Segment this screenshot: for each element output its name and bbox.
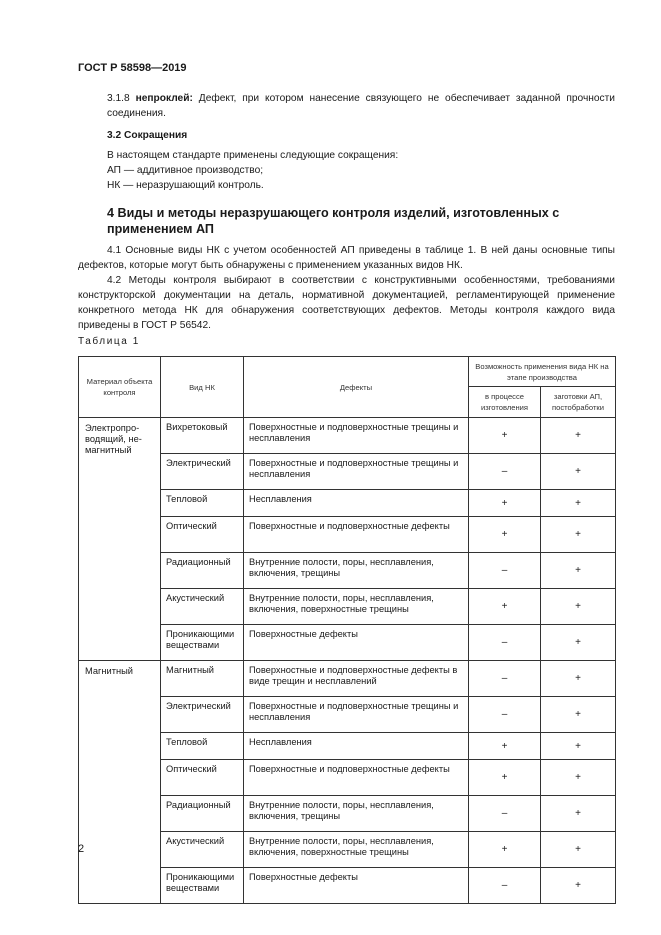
defects-cell: Несплавления: [244, 733, 469, 760]
during-cell: –: [469, 553, 541, 589]
blanks-cell: +: [541, 625, 616, 661]
blanks-cell: +: [541, 418, 616, 454]
header-material: Материал объекта контроля: [79, 357, 161, 418]
abbreviation-item: НК — неразрушающий контроль.: [107, 180, 264, 191]
defects-cell: Поверхностные и подповерхностные трещины и несплавления: [244, 454, 469, 490]
during-cell: +: [469, 760, 541, 796]
section-4-title: 4 Виды и методы неразрушающего контроля изделий, изготовленных с применением АП: [107, 206, 560, 236]
type-cell: Проникающими веществами: [161, 625, 244, 661]
during-cell: –: [469, 796, 541, 832]
during-cell: –: [469, 697, 541, 733]
during-cell: +: [469, 418, 541, 454]
clause-number: 3.1.8: [107, 93, 130, 104]
defects-cell: Поверхностные дефекты: [244, 868, 469, 904]
blanks-cell: +: [541, 796, 616, 832]
table-caption: Таблица 1: [78, 336, 140, 347]
type-cell: Оптический: [161, 517, 244, 553]
clause-3-1-8: [107, 91, 615, 121]
defects-cell: Поверхностные и подповерхностные дефекты: [244, 517, 469, 553]
type-cell: Акустический: [161, 832, 244, 868]
defects-cell: Поверхностные и подповерхностные трещины и несплавления: [244, 418, 469, 454]
defects-cell: Внутренние полости, поры, несплавления, включения, трещины: [244, 553, 469, 589]
blanks-cell: +: [541, 517, 616, 553]
type-cell: Электрический: [161, 697, 244, 733]
header-type: Вид НК: [161, 357, 244, 418]
type-cell: Радиационный: [161, 553, 244, 589]
type-cell: Акустический: [161, 589, 244, 625]
defects-cell: Поверхностные дефекты: [244, 625, 469, 661]
defects-cell: Несплавления: [244, 490, 469, 517]
during-cell: +: [469, 589, 541, 625]
blanks-cell: +: [541, 832, 616, 868]
clause-definition: Дефект, при котором нанесение связующего не обеспечивает заданной прочности соединения.: [107, 93, 615, 119]
table-row: [79, 661, 616, 697]
blanks-cell: +: [541, 661, 616, 697]
document-header: ГОСТ Р 58598—2019: [78, 62, 187, 74]
clause-term: непроклей:: [135, 93, 193, 104]
defects-cell: Внутренние полости, поры, несплавления, включения, трещины: [244, 796, 469, 832]
blanks-cell: +: [541, 553, 616, 589]
defects-cell: Поверхностные и подповерхностные трещины и несплавления: [244, 697, 469, 733]
during-cell: –: [469, 868, 541, 904]
header-blanks: заготовки АП, постобработки: [541, 387, 616, 418]
section-3-2-title: 3.2 Сокращения: [107, 130, 188, 141]
during-cell: –: [469, 661, 541, 697]
page-number: 2: [78, 843, 85, 855]
material-cell: Электропро-водящий, не-магнитный: [79, 418, 161, 661]
defects-table: [78, 356, 616, 904]
during-cell: –: [469, 454, 541, 490]
type-cell: Магнитный: [161, 661, 244, 697]
defects-cell: Внутренние полости, поры, несплавления, включения, поверхностные трещины: [244, 589, 469, 625]
header-during: в процессе изготовления: [469, 387, 541, 418]
type-cell: Тепловой: [161, 490, 244, 517]
type-cell: Вихретоковый: [161, 418, 244, 454]
type-cell: Проникающими веществами: [161, 868, 244, 904]
during-cell: +: [469, 832, 541, 868]
defects-cell: Поверхностные и подповерхностные дефекты: [244, 760, 469, 796]
header-applicability: Возможность применения вида НК на этапе производства: [469, 357, 616, 387]
type-cell: Оптический: [161, 760, 244, 796]
defects-cell: Поверхностные и подповерхностные дефекты в виде трещин и несплавлений: [244, 661, 469, 697]
blanks-cell: +: [541, 490, 616, 517]
blanks-cell: +: [541, 589, 616, 625]
type-cell: Радиационный: [161, 796, 244, 832]
during-cell: +: [469, 517, 541, 553]
blanks-cell: +: [541, 733, 616, 760]
during-cell: +: [469, 490, 541, 517]
header-defects: Дефекты: [244, 357, 469, 418]
blanks-cell: +: [541, 454, 616, 490]
section-3-2-intro: В настоящем стандарте применены следующие сокращения:: [107, 150, 399, 161]
material-cell: Магнитный: [79, 661, 161, 904]
type-cell: Электрический: [161, 454, 244, 490]
during-cell: –: [469, 625, 541, 661]
paragraph-4-2: 4.2 Методы контроля выбирают в соответствии с конструктивными особенностями, требованиями конструкторской документации на деталь, нормативной документацией, регламентирующей применение конкретного метода НК для обнаружения соответствующих дефектов. Методы контроля каждого вида приведены в ГОСТ Р 56542.: [78, 275, 615, 331]
paragraph-4-1: 4.1 Основные виды НК с учетом особенностей АП приведены в таблице 1. В ней даны основные типы дефектов, которые могут быть обнаружены с применением указанных видов НК.: [78, 245, 615, 271]
abbreviation-item: АП — аддитивное производство;: [107, 165, 264, 176]
table-row: [79, 418, 616, 454]
blanks-cell: +: [541, 760, 616, 796]
blanks-cell: +: [541, 697, 616, 733]
blanks-cell: +: [541, 868, 616, 904]
defects-cell: Внутренние полости, поры, несплавления, включения, поверхностные трещины: [244, 832, 469, 868]
during-cell: +: [469, 733, 541, 760]
type-cell: Тепловой: [161, 733, 244, 760]
